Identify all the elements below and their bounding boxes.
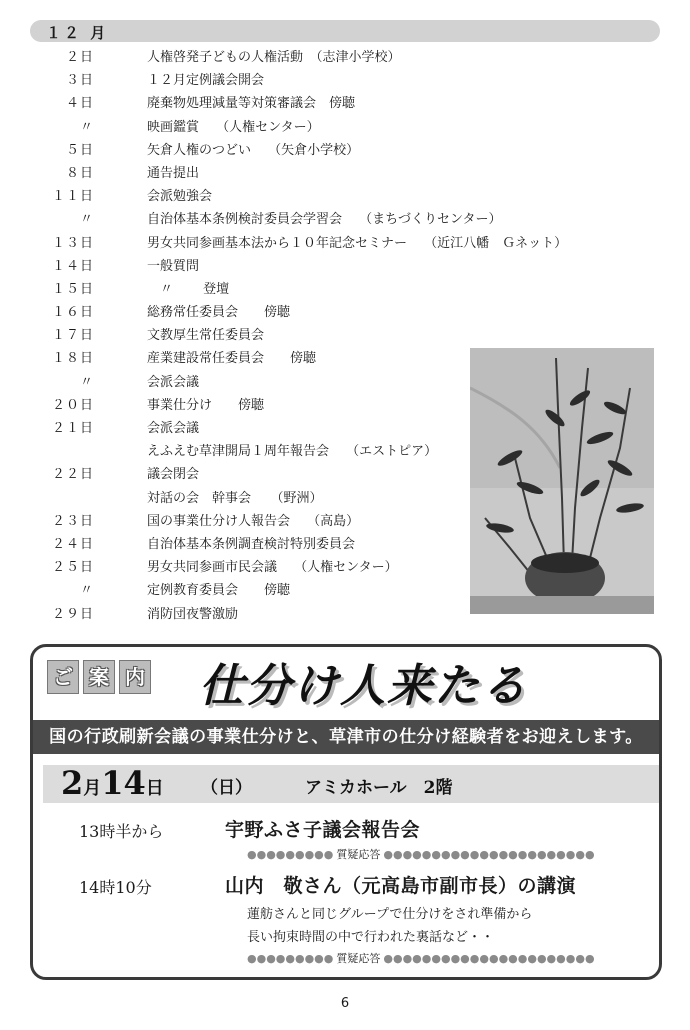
schedule-day: １１日 xyxy=(51,189,94,205)
schedule-day: １３日 xyxy=(51,235,94,251)
schedule-event: 一般質問 xyxy=(147,258,200,274)
schedule-event: 矢倉人権のつどい （矢倉小学校） xyxy=(147,142,360,158)
schedule-row xyxy=(0,255,690,278)
schedule-event: 消防団夜警激励 xyxy=(147,606,239,622)
schedule-day: ２９日 xyxy=(51,606,94,622)
page-number: 6 xyxy=(340,996,350,1011)
date-month-number: 2 xyxy=(61,764,84,802)
schedule-event: えふえむ草津開局１周年報告会 （エストピア） xyxy=(147,444,438,460)
schedule-row xyxy=(0,324,690,347)
schedule-event: 事業仕分け 傍聴 xyxy=(147,397,265,413)
schedule-row xyxy=(0,208,690,231)
schedule-day: １５日 xyxy=(51,281,94,297)
schedule-event: 〃 登壇 xyxy=(147,281,230,297)
schedule-event: 議会閉会 xyxy=(147,467,200,483)
schedule-event: 会派会議 xyxy=(147,421,200,436)
program-2-qa-row: ●●●●●●●●● 質疑応答 ●●●●●●●●●●●●●●●●●●●●●● xyxy=(247,952,595,964)
program-2-description-line-2: 長い拘束時間の中で行われた裏話など・・ xyxy=(247,930,495,945)
schedule-row xyxy=(0,116,690,139)
schedule-day: １７日 xyxy=(51,328,94,344)
schedule-day: 〃 xyxy=(79,583,94,599)
schedule-event: 対話の会 幹事会 （野洲） xyxy=(147,490,323,506)
event-notice-box xyxy=(30,644,662,980)
schedule-event: １２月定例議会開会 xyxy=(147,73,265,89)
month-label: １２ 月 xyxy=(46,24,109,42)
program-1-title: 宇野ふさ子議会報告会 xyxy=(225,819,421,841)
date-day-number: 14 xyxy=(101,764,146,802)
schedule-event: 廃棄物処理減量等対策審議会 傍聴 xyxy=(147,96,356,112)
program-2-qa: 質疑応答 xyxy=(336,952,381,964)
schedule-day: ４日 xyxy=(65,96,94,112)
schedule-day: ２２日 xyxy=(51,467,94,483)
schedule-row xyxy=(0,278,690,301)
plant-photo xyxy=(470,348,654,614)
schedule-row xyxy=(0,162,690,185)
schedule-event: 通告提出 xyxy=(147,165,200,181)
notice-tag-2: 案 xyxy=(83,660,115,694)
schedule-event: 自治体基本条例調査検討特別委員会 xyxy=(147,536,356,552)
schedule-day: ２４日 xyxy=(51,536,94,552)
notice-title: 仕分け人来たる xyxy=(199,659,529,712)
schedule-event: 自治体基本条例検討委員会学習会 （まちづくりセンター） xyxy=(147,212,502,228)
schedule-event: 映画鑑賞 （人権センター） xyxy=(147,119,320,135)
date-weekday: （日） xyxy=(201,778,252,798)
schedule-event: 国の事業仕分け人報告会 （高島） xyxy=(147,513,360,529)
schedule-day: 〃 xyxy=(79,374,94,390)
program-1-qa-row: ●●●●●●●●● 質疑応答 ●●●●●●●●●●●●●●●●●●●●●● xyxy=(247,848,595,860)
schedule-day: １８日 xyxy=(51,351,94,367)
program-1-qa: 質疑応答 xyxy=(336,848,381,860)
date-day-unit: 日 xyxy=(145,778,164,799)
nandina-plant-image xyxy=(470,348,654,614)
schedule-day: ５日 xyxy=(65,142,94,158)
schedule-day: ２１日 xyxy=(51,421,94,436)
notice-tag-1: ご xyxy=(47,660,79,694)
schedule-day: １４日 xyxy=(51,258,94,274)
schedule-event: 男女共同参画市民会議 （人権センター） xyxy=(147,560,398,576)
date-month-unit: 月 xyxy=(83,778,102,799)
month-header xyxy=(30,20,660,42)
program-1-time: 13時半から xyxy=(79,822,164,841)
schedule-event: 総務常任委員会 傍聴 xyxy=(147,305,291,321)
schedule-day: ２日 xyxy=(65,50,94,65)
schedule-row xyxy=(0,185,690,208)
schedule-row xyxy=(0,139,690,162)
program-2-title: 山内 敬さん（元高島市副市長）の講演 xyxy=(225,875,577,897)
schedule-day: １６日 xyxy=(51,305,94,321)
notice-subtitle: 国の行政刷新会議の事業仕分けと、草津市の仕分け経験者をお迎えします。 xyxy=(33,720,659,754)
schedule-day: ２０日 xyxy=(51,397,94,413)
schedule-day: ２５日 xyxy=(51,560,94,576)
schedule-day: 〃 xyxy=(79,212,94,228)
schedule-row xyxy=(0,69,690,92)
schedule-day: ８日 xyxy=(65,165,94,181)
schedule-event: 産業建設常任委員会 傍聴 xyxy=(147,351,317,367)
schedule-row xyxy=(0,301,690,324)
schedule-event: 定例教育委員会 傍聴 xyxy=(147,583,291,599)
event-date-bar xyxy=(43,765,659,803)
schedule-event: 人権啓発子どもの人権活動 （志津小学校） xyxy=(147,50,401,65)
schedule-row xyxy=(0,92,690,115)
schedule-day: ３日 xyxy=(65,73,94,89)
schedule-row xyxy=(0,46,690,69)
schedule-event: 会派勉強会 xyxy=(147,189,213,205)
schedule-day: ２３日 xyxy=(51,513,94,529)
schedule-row xyxy=(0,232,690,255)
program-2-description-line-1: 蓮舫さんと同じグループで仕分けをされ準備から xyxy=(247,907,533,922)
notice-tag-3: 内 xyxy=(119,660,151,694)
event-venue: アミカホール 2階 xyxy=(305,778,453,798)
schedule-event: 男女共同参画基本法から１０年記念セミナー （近江八幡 Ｇネット） xyxy=(147,235,568,251)
schedule-event: 文教厚生常任委員会 xyxy=(147,328,265,344)
schedule-day: 〃 xyxy=(79,119,94,135)
schedule-event: 会派会議 xyxy=(147,374,200,390)
program-2-time: 14時10分 xyxy=(79,878,152,897)
